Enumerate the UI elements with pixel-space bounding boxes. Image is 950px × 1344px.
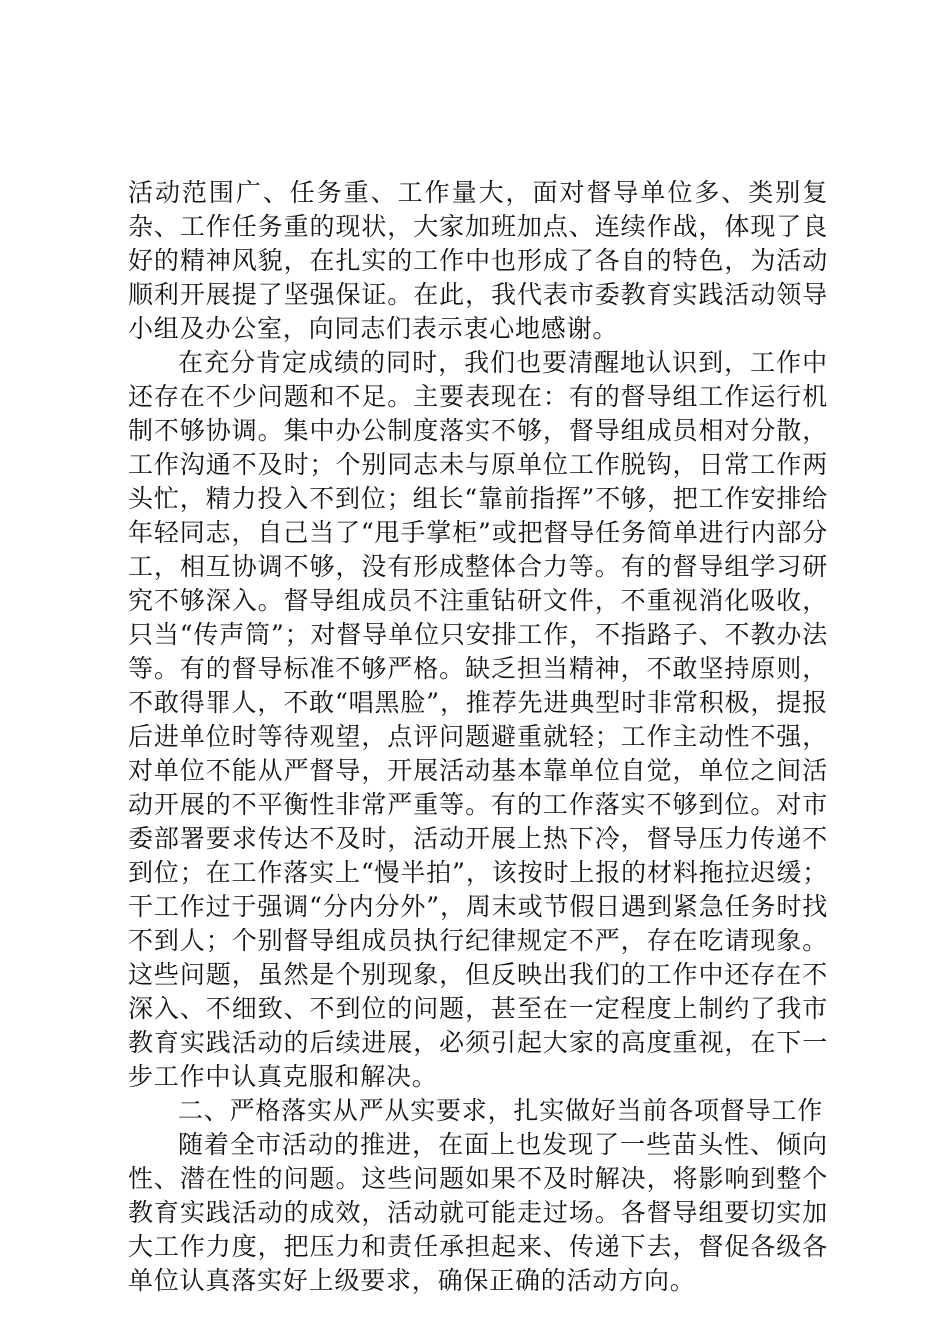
paragraph-section-intro: 随着全市活动的推进，在面上也发现了一些苗头性、倾向性、潜在性的问题。这些问题如果不及时解决，将影响到整个教育实践活动的成效，活动就可能走过场。各督导组要切实加大工作力度，把压力和责任承担起来、传递下去，督促各级各单位认真落实好上级要求，确保正确的活动方向。	[128, 1130, 828, 1295]
paragraph-continuation: 活动范围广、任务重、工作量大，面对督导单位多、类别复杂、工作任务重的现状，大家加班加点、连续作战，体现了良好的精神风貌，在扎实的工作中也形成了各自的特色，为活动顺利开展提了坚强保证。在此，我代表市委教育实践活动领导小组及办公室，向同志们表示衷心地感谢。	[128, 178, 828, 343]
document-body	[128, 176, 828, 1298]
paragraph-problems: 在充分肯定成绩的同时，我们也要清醒地认识到，工作中还存在不少问题和不足。主要表现在：有的督导组工作运行机制不够协调。集中办公制度落实不够，督导组成员相对分散，工作沟通不及时；个别同志未与原单位工作脱钩，日常工作两头忙，精力投入不到位；组长“靠前指挥”不够，把工作安排给年轻同志，自己当了“甩手掌柜”或把督导任务简单进行内部分工，相互协调不够，没有形成整体合力等。有的督导组学习研究不够深入。督导组成员不注重钻研文件，不重视消化吸收，只当“传声筒”；对督导单位只安排工作，不指路子、不教办法等。有的督导标准不够严格。缺乏担当精神，不敢坚持原则，不敢得罪人，不敢“唱黑脸”，推荐先进典型时非常积极，提报后进单位时等待观望，点评问题避重就轻；工作主动性不强，对单位不能从严督导，开展活动基本靠单位自觉，单位之间活动开展的不平衡性非常严重等。有的工作落实不够到位。对市委部署要求传达不及时，活动开展上热下冷，督导压力传递不到位；在工作落实上“慢半拍”，该按时上报的材料拖拉迟缓；干工作过于强调“分内分外”，周末或节假日遇到紧急任务时找不到人；个别督导组成员执行纪律规定不严，存在吃请现象。这些问题，虽然是个别现象，但反映出我们的工作中还存在不深入、不细致、不到位的问题，甚至在一定程度上制约了我市教育实践活动的后续进展，必须引起大家的高度重视，在下一步工作中认真克服和解决。	[128, 348, 828, 1091]
section-heading: 二、严格落实从严从实要求，扎实做好当前各项督导工作	[178, 1096, 824, 1125]
